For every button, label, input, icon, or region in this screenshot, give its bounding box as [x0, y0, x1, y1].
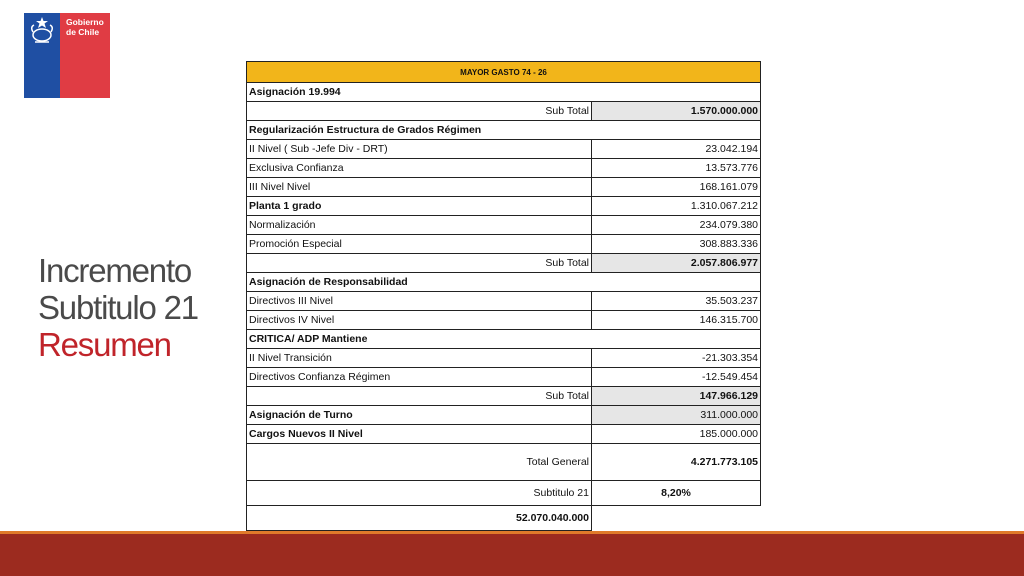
table-row: [247, 368, 761, 387]
subtotal-value: 147.966.129: [592, 387, 761, 406]
footer-band: [0, 534, 1024, 576]
table-row: [247, 481, 761, 506]
row-value: -12.549.454: [592, 368, 761, 387]
table-row: [247, 406, 761, 425]
row-value: 13.573.776: [592, 159, 761, 178]
logo-text-line2: de Chile: [66, 27, 100, 37]
table-row: [247, 83, 761, 102]
turno-label: Asignación de Turno: [247, 406, 592, 425]
row-value: 146.315.700: [592, 311, 761, 330]
logo-text-line1: Gobierno: [66, 17, 104, 27]
row-label: Directivos Confianza Régimen: [247, 368, 592, 387]
row-label: II Nivel Transición: [247, 349, 592, 368]
section-responsabilidad: Asignación de Responsabilidad: [247, 273, 761, 292]
cargos-label: Cargos Nuevos II Nivel: [247, 425, 592, 444]
final-value: 52.070.040.000: [247, 506, 592, 531]
slide-title: [38, 252, 198, 363]
title-line3: Resumen: [38, 326, 171, 363]
table-row: [247, 235, 761, 254]
row-label: Directivos IV Nivel: [247, 311, 592, 330]
table-row: [247, 216, 761, 235]
table-row: [247, 506, 761, 531]
row-value: 234.079.380: [592, 216, 761, 235]
row-label: II Nivel ( Sub -Jefe Div - DRT): [247, 140, 592, 159]
table-row: [247, 197, 761, 216]
table-row: [247, 273, 761, 292]
table-row: [247, 121, 761, 140]
gobierno-de-chile-logo: [24, 13, 110, 98]
subtitulo21-value: 8,20%: [592, 481, 761, 506]
title-line2: Subtitulo 21: [38, 289, 198, 326]
empty-cell: [592, 506, 761, 531]
table-row: [247, 159, 761, 178]
section-critica: CRITICA/ ADP Mantiene: [247, 330, 761, 349]
table-row: [247, 349, 761, 368]
table-row: [247, 292, 761, 311]
table-header: MAYOR GASTO 74 - 26: [247, 62, 761, 83]
total-general-label: Total General: [247, 444, 592, 481]
subtitulo21-label: Subtitulo 21: [247, 481, 592, 506]
table-row: [247, 178, 761, 197]
table-row: [247, 254, 761, 273]
section-regularizacion: Regularización Estructura de Grados Régimen: [247, 121, 761, 140]
total-general-value: 4.271.773.105: [592, 444, 761, 481]
title-line1: Incremento: [38, 252, 192, 289]
row-value: 168.161.079: [592, 178, 761, 197]
section-asignacion-19994: Asignación 19.994: [247, 83, 761, 102]
subtotal-label: Sub Total: [247, 254, 592, 273]
logo-red-panel: [60, 13, 110, 98]
cargos-value: 185.000.000: [592, 425, 761, 444]
row-label: III Nivel Nivel: [247, 178, 592, 197]
turno-value: 311.000.000: [592, 406, 761, 425]
table-row: [247, 311, 761, 330]
row-value: -21.303.354: [592, 349, 761, 368]
row-label: Promoción Especial: [247, 235, 592, 254]
table-row: [247, 330, 761, 349]
row-label: Exclusiva Confianza: [247, 159, 592, 178]
subtotal-value: 2.057.806.977: [592, 254, 761, 273]
crest-icon: [27, 15, 57, 45]
table-header-row: [247, 62, 761, 83]
table-row: [247, 387, 761, 406]
table-row: [247, 425, 761, 444]
row-value: 23.042.194: [592, 140, 761, 159]
row-label: Normalización: [247, 216, 592, 235]
row-label: Planta 1 grado: [247, 197, 592, 216]
row-label: Directivos III Nivel: [247, 292, 592, 311]
subtotal-label: Sub Total: [247, 102, 592, 121]
row-value: 35.503.237: [592, 292, 761, 311]
logo-blue-panel: [24, 13, 60, 98]
table-row: [247, 140, 761, 159]
row-value: 308.883.336: [592, 235, 761, 254]
spreadsheet-table: [246, 61, 760, 531]
table-row: [247, 444, 761, 481]
table-row: [247, 102, 761, 121]
row-value: 1.310.067.212: [592, 197, 761, 216]
subtotal-value: 1.570.000.000: [592, 102, 761, 121]
subtotal-label: Sub Total: [247, 387, 592, 406]
